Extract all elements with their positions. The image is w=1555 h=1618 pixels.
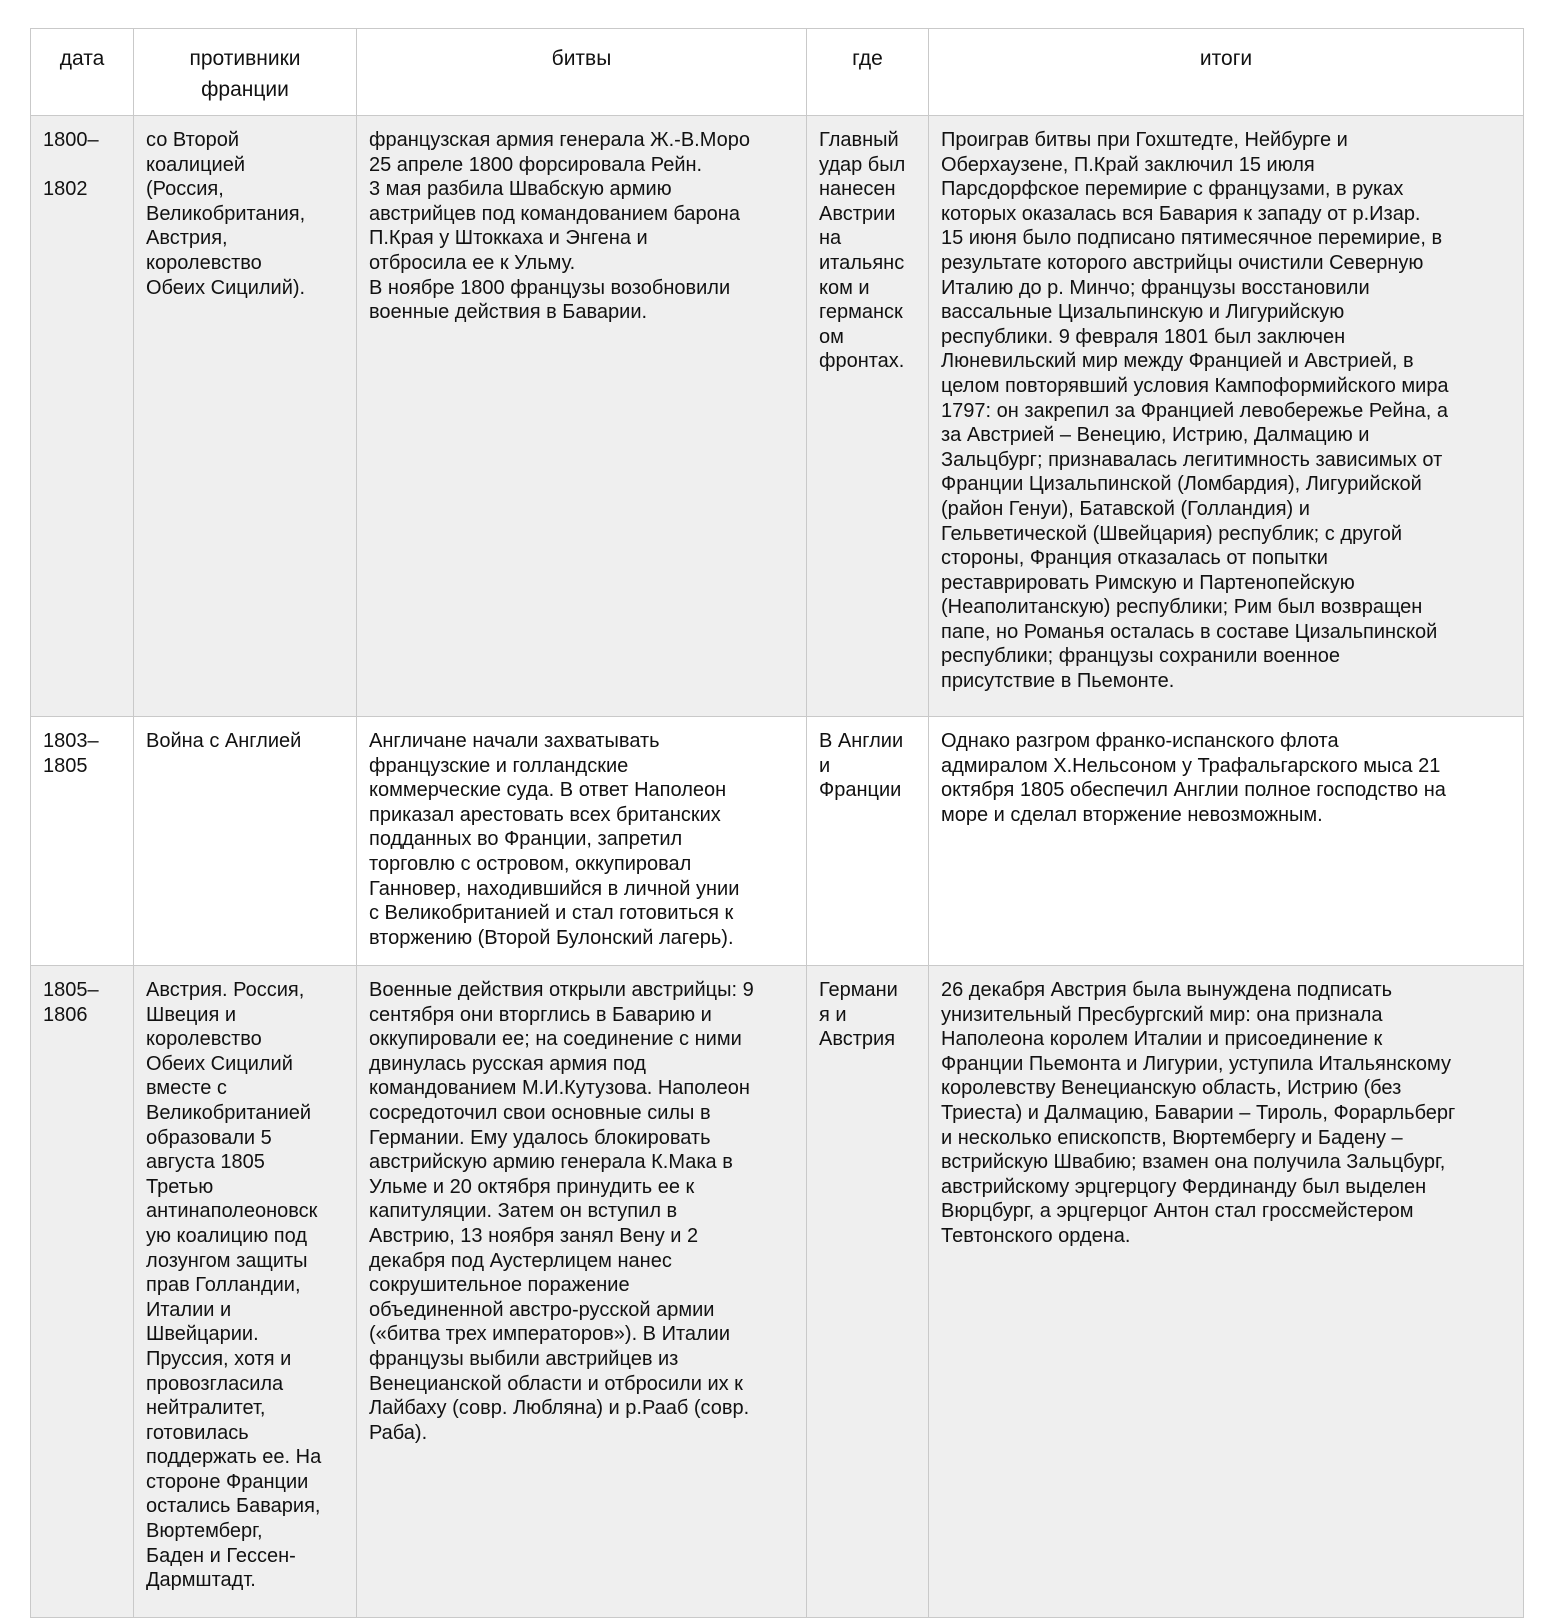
- cell-where: Главный удар был нанесен Австрии на итальянс ком и германск ом фронтах.: [807, 116, 929, 717]
- cell-where: Германи я и Австрия: [807, 966, 929, 1618]
- header-where: где: [807, 29, 929, 116]
- cell-results: 26 декабря Австрия была вынуждена подписать унизительный Пресбургский мир: она признала Наполеона королем Италии и присоединение к Франции Пьемонта и Лигурии, уступила Итальянскому королевству Венецианскую область, Истрию (без Триеста) и Далмацию, Баварии – Тироль, Форарльберг и несколько епископств, Вюртембергу и Бадену – встрийскую Швабию; взамен она получила Зальцбург, австрийскому эрцгерцогу Фердинанду был выделен Вюрцбург, а эрцгерцог Антон стал гроссмейстером Тевтонского ордена.: [929, 966, 1524, 1618]
- cell-battles: Англичане начали захватывать французские и голландские коммерческие суда. В ответ Наполеон приказал арестовать всех британских подданных во Франции, запретил торговлю с островом, оккупировал Ганновер, находившийся в личной унии с Великобританией и стал готовиться к вторжению (Второй Булонский лагерь).: [357, 717, 807, 966]
- cell-date: 1805– 1806: [31, 966, 134, 1618]
- table-row: [31, 966, 1524, 1618]
- cell-results: Однако разгром франко-испанского флота адмиралом Х.Нельсоном у Трафальгарского мыса 21 октября 1805 обеспечил Англии полное господство на море и сделал вторжение невозможным.: [929, 717, 1524, 966]
- header-results: итоги: [929, 29, 1524, 116]
- cell-date: 1803– 1805: [31, 717, 134, 966]
- header-battles: битвы: [357, 29, 807, 116]
- table-row: [31, 717, 1524, 966]
- header-opponents: противники франции: [134, 29, 357, 116]
- cell-opponents: Война с Англией: [134, 717, 357, 966]
- header-date: дата: [31, 29, 134, 116]
- cell-results: Проиграв битвы при Гохштедте, Нейбурге и Оберхаузене, П.Край заключил 15 июля Парсдорфское перемирие с французами, в руках которых оказалась вся Бавария к западу от р.Изар. 15 июня было подписано пятимесячное перемирие, в результате которого австрийцы очистили Северную Италию до р. Минчо; французы восстановили вассальные Цизальпинскую и Лигурийскую республики. 9 февраля 1801 был заключен Люневильский мир между Францией и Австрией, в целом повторявший условия Кампоформийского мира 1797: он закрепил за Францией левобережье Рейна, а за Австрией – Венецию, Истрию, Далмацию и Зальцбург; признавалась легитимность зависимых от Франции Цизальпинской (Ломбардия), Лигурийской (район Генуи), Батавской (Голландия) и Гельветической (Швейцария) республик; с другой стороны, Франция отказалась от попытки реставрировать Римскую и Партенопейскую (Неаполитанскую) республики; Рим был возвращен папе, но Романья осталась в составе Цизальпинской республики; французы сохранили военное присутствие в Пьемонте.: [929, 116, 1524, 717]
- wars-table: [30, 28, 1524, 1618]
- cell-opponents: со Второй коалицией (Россия, Великобритания, Австрия, королевство Обеих Сицилий).: [134, 116, 357, 717]
- header-row: [31, 29, 1524, 116]
- table-row: [31, 116, 1524, 717]
- cell-opponents: Австрия. Россия, Швеция и королевство Обеих Сицилий вместе с Великобританией образовали 5 августа 1805 Третью антинаполеоновск ую коалицию под лозунгом защиты прав Голландии, Италии и Швейцарии. Пруссия, хотя и провозгласила нейтралитет, готовилась поддержать ее. На стороне Франции остались Бавария, Вюртемберг, Баден и Гессен- Дармштадт.: [134, 966, 357, 1618]
- cell-battles: французская армия генерала Ж.-В.Моро 25 апреле 1800 форсировала Рейн. 3 мая разбила Швабскую армию австрийцев под командованием барона П.Края у Штоккаха и Энгена и отбросила ее к Ульму. В ноябре 1800 французы возобновили военные действия в Баварии.: [357, 116, 807, 717]
- cell-where: В Англии и Франции: [807, 717, 929, 966]
- cell-date: 1800– 1802: [31, 116, 134, 717]
- cell-battles: Военные действия открыли австрийцы: 9 сентября они вторглись в Баварию и оккупировали ее; на соединение с ними двинулась русская армия под командованием М.И.Кутузова. Наполеон сосредоточил свои основные силы в Германии. Ему удалось блокировать австрийскую армию генерала К.Мака в Ульме и 20 октября принудить ее к капитуляции. Затем он вступил в Австрию, 13 ноября занял Вену и 2 декабря под Аустерлицем нанес сокрушительное поражение объединенной австро-русской армии («битва трех императоров»). В Италии французы выбили австрийцев из Венецианской области и отбросили их к Лайбаху (совр. Любляна) и р.Рааб (совр. Раба).: [357, 966, 807, 1618]
